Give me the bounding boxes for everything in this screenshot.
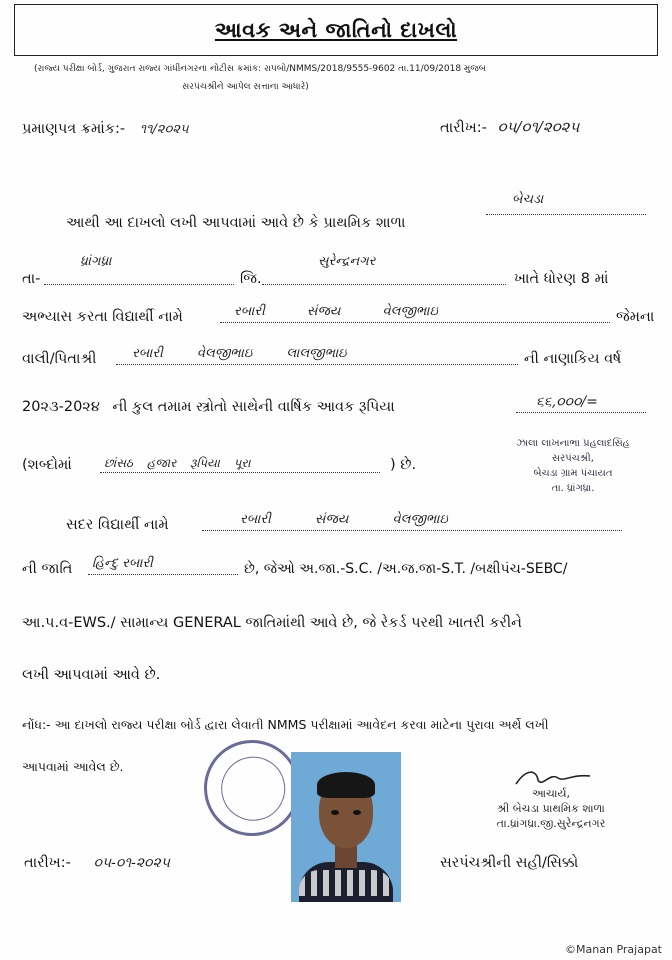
photo-right-eye — [353, 810, 361, 815]
document-title: આવક અને જાતિનો દાખલો — [214, 17, 458, 42]
income-dotted-line — [516, 412, 646, 413]
certificate-number-row — [22, 118, 189, 141]
caste-prefix: ની જાતિ — [22, 561, 73, 577]
copyright-text: ©Manan Prajapat — [565, 943, 662, 956]
taluka-label: તા- — [22, 271, 41, 287]
subnote-line-2: સરપંચશ્રીને આપેલ સત્તાના આધારે) — [182, 82, 309, 92]
principal-line-1: શ્રી બેચડા પ્રાથમિક શાળા — [497, 802, 605, 815]
student2-prefix: સદર વિદ્યાર્થી નામે — [66, 517, 169, 533]
jemna-text: જેમના — [616, 309, 655, 325]
closing-line: લખી આપવામાં આવે છે. — [22, 667, 161, 683]
school-prefix-text: આથી આ દાખલો લખી આપવામાં આવે છે કે પ્રાથમિક શાળા — [66, 215, 406, 231]
sarpanch-stamp-line-1: ઝાલા લાખનાભા પ્રહલાદસિંહ — [516, 438, 630, 449]
footer-date-label: તારીખ:- — [24, 855, 71, 871]
income-text: ની કુલ તમામ સ્ત્રોતો સાથેની વાર્ષિક આવક રૂપિયા — [112, 399, 395, 415]
sarpanch-stamp — [498, 436, 648, 496]
caste-dotted-line — [88, 574, 238, 575]
body-line-1 — [66, 212, 405, 234]
sarpanch-stamp-line-4: તા. ધ્રાંગધ્રા. — [551, 483, 595, 494]
guardian-name: રબારી વેલજીભાઇ લાલજીભાઇ — [132, 346, 347, 361]
stamp-inner-ring — [214, 750, 292, 828]
std-text: ખાતે ધોરણ 8 માં — [514, 271, 609, 287]
taluka-dotted-line — [44, 284, 234, 285]
certificate-date-row — [440, 116, 579, 139]
guardian-prefix: વાલી/પિતાશ્રી — [22, 351, 97, 367]
student-photo — [291, 752, 401, 902]
principal-line-2: તા.ધ્રાંગધ્રા.જી.સુરેન્દ્રનગર — [496, 817, 606, 830]
student-prefix: અભ્યાસ કરતા વિદ્યાર્થી નામે — [22, 309, 183, 325]
certificate-number-label: પ્રમાણપત્ર ક્રમાંક:- — [22, 121, 126, 137]
caste-suffix: છે, જેઓ અ.જા.-S.C. /અ.જ.જા-S.T. /બક્ષીપંચ-SEBC/ — [244, 561, 568, 577]
sarpanch-stamp-line-2: સરપંચશ્રી, — [552, 453, 594, 464]
subnote-line-1: (રાજ્ય પરીક્ષા બોર્ડ, ગુજરાત રાજ્ય ગાંધીનગરના નોટીસ ક્રમાંક: રાપબો/NMMS/2018/9555-9602 તા.11/09/2018 મુજબ — [34, 64, 486, 74]
certificate-date-value: ૦૫/૦૧/૨૦૨૫ — [497, 118, 580, 136]
district-label: જિ. — [240, 271, 262, 287]
words-dotted-line — [100, 472, 380, 473]
sarpanch-signature-label: સરપંચશ્રીની સહી/સિક્કો — [440, 855, 579, 871]
financial-year-suffix: ની નાણાકિય વર્ષ — [524, 351, 622, 367]
sarpanch-stamp-line-3: બેચડા ગ્રામ પંચાયત — [533, 468, 613, 479]
district-dotted-line — [262, 284, 506, 285]
year-to: -20૨૪ — [58, 399, 100, 415]
district-value: સુરેન્દ્રનગર — [318, 254, 376, 269]
photo-left-eye — [331, 810, 339, 815]
school-dotted-line — [486, 214, 646, 215]
principal-title: આચાર્ય, — [532, 787, 570, 800]
certificate-number-value: ૧૧/૨૦૨૫ — [139, 122, 189, 137]
certificate-date-label: તારીખ:- — [440, 120, 487, 136]
title-box — [14, 4, 658, 56]
footer-date-row — [24, 852, 170, 874]
photo-shirt-stripes — [299, 870, 393, 896]
principal-block — [466, 786, 636, 831]
note-line-1: નોંધ:- આ દાખલો રાજ્ય પરીક્ષા બોર્ડ દ્વારા લેવાતી NMMS પરીક્ષામાં આવેદન કરવા માટેના પુરાવા અર્થે લખી — [22, 717, 549, 732]
school-name: બેચડા — [512, 192, 544, 207]
income-amount: ૬૬,૦૦૦/= — [536, 394, 598, 410]
student2-dotted-line — [202, 530, 622, 531]
footer-date-value: ૦૫-૦૧-૨૦૨૫ — [93, 855, 170, 871]
student2-name: રબારી સંજય વેલજીભાઇ — [240, 512, 448, 527]
taluka-value: ધ્રાંગધ્રા — [80, 254, 112, 269]
note-line-2: આપવામાં આવેલ છે. — [22, 759, 124, 774]
words-value: છાંસઠ હજાર રૂપિયા પૂરા — [104, 456, 251, 470]
student-name: રબારી સંજય વેલજીભાઇ — [234, 304, 438, 319]
income-line — [22, 396, 395, 418]
words-end: ) છે. — [390, 457, 417, 473]
photo-hair — [317, 772, 375, 798]
year-from: 20૨૩ — [22, 399, 59, 415]
ews-line: આ.પ.વ-EWS./ સામાન્ય GENERAL જાતિમાંથી આવે છે, જે રેકર્ડ પરથી ખાતરી કરીને — [22, 615, 522, 631]
student-dotted-line — [220, 322, 610, 323]
words-label: (શબ્દોમાં — [22, 457, 72, 473]
caste-value: હિન્દુ રબારી — [92, 556, 153, 571]
guardian-dotted-line — [116, 364, 518, 365]
